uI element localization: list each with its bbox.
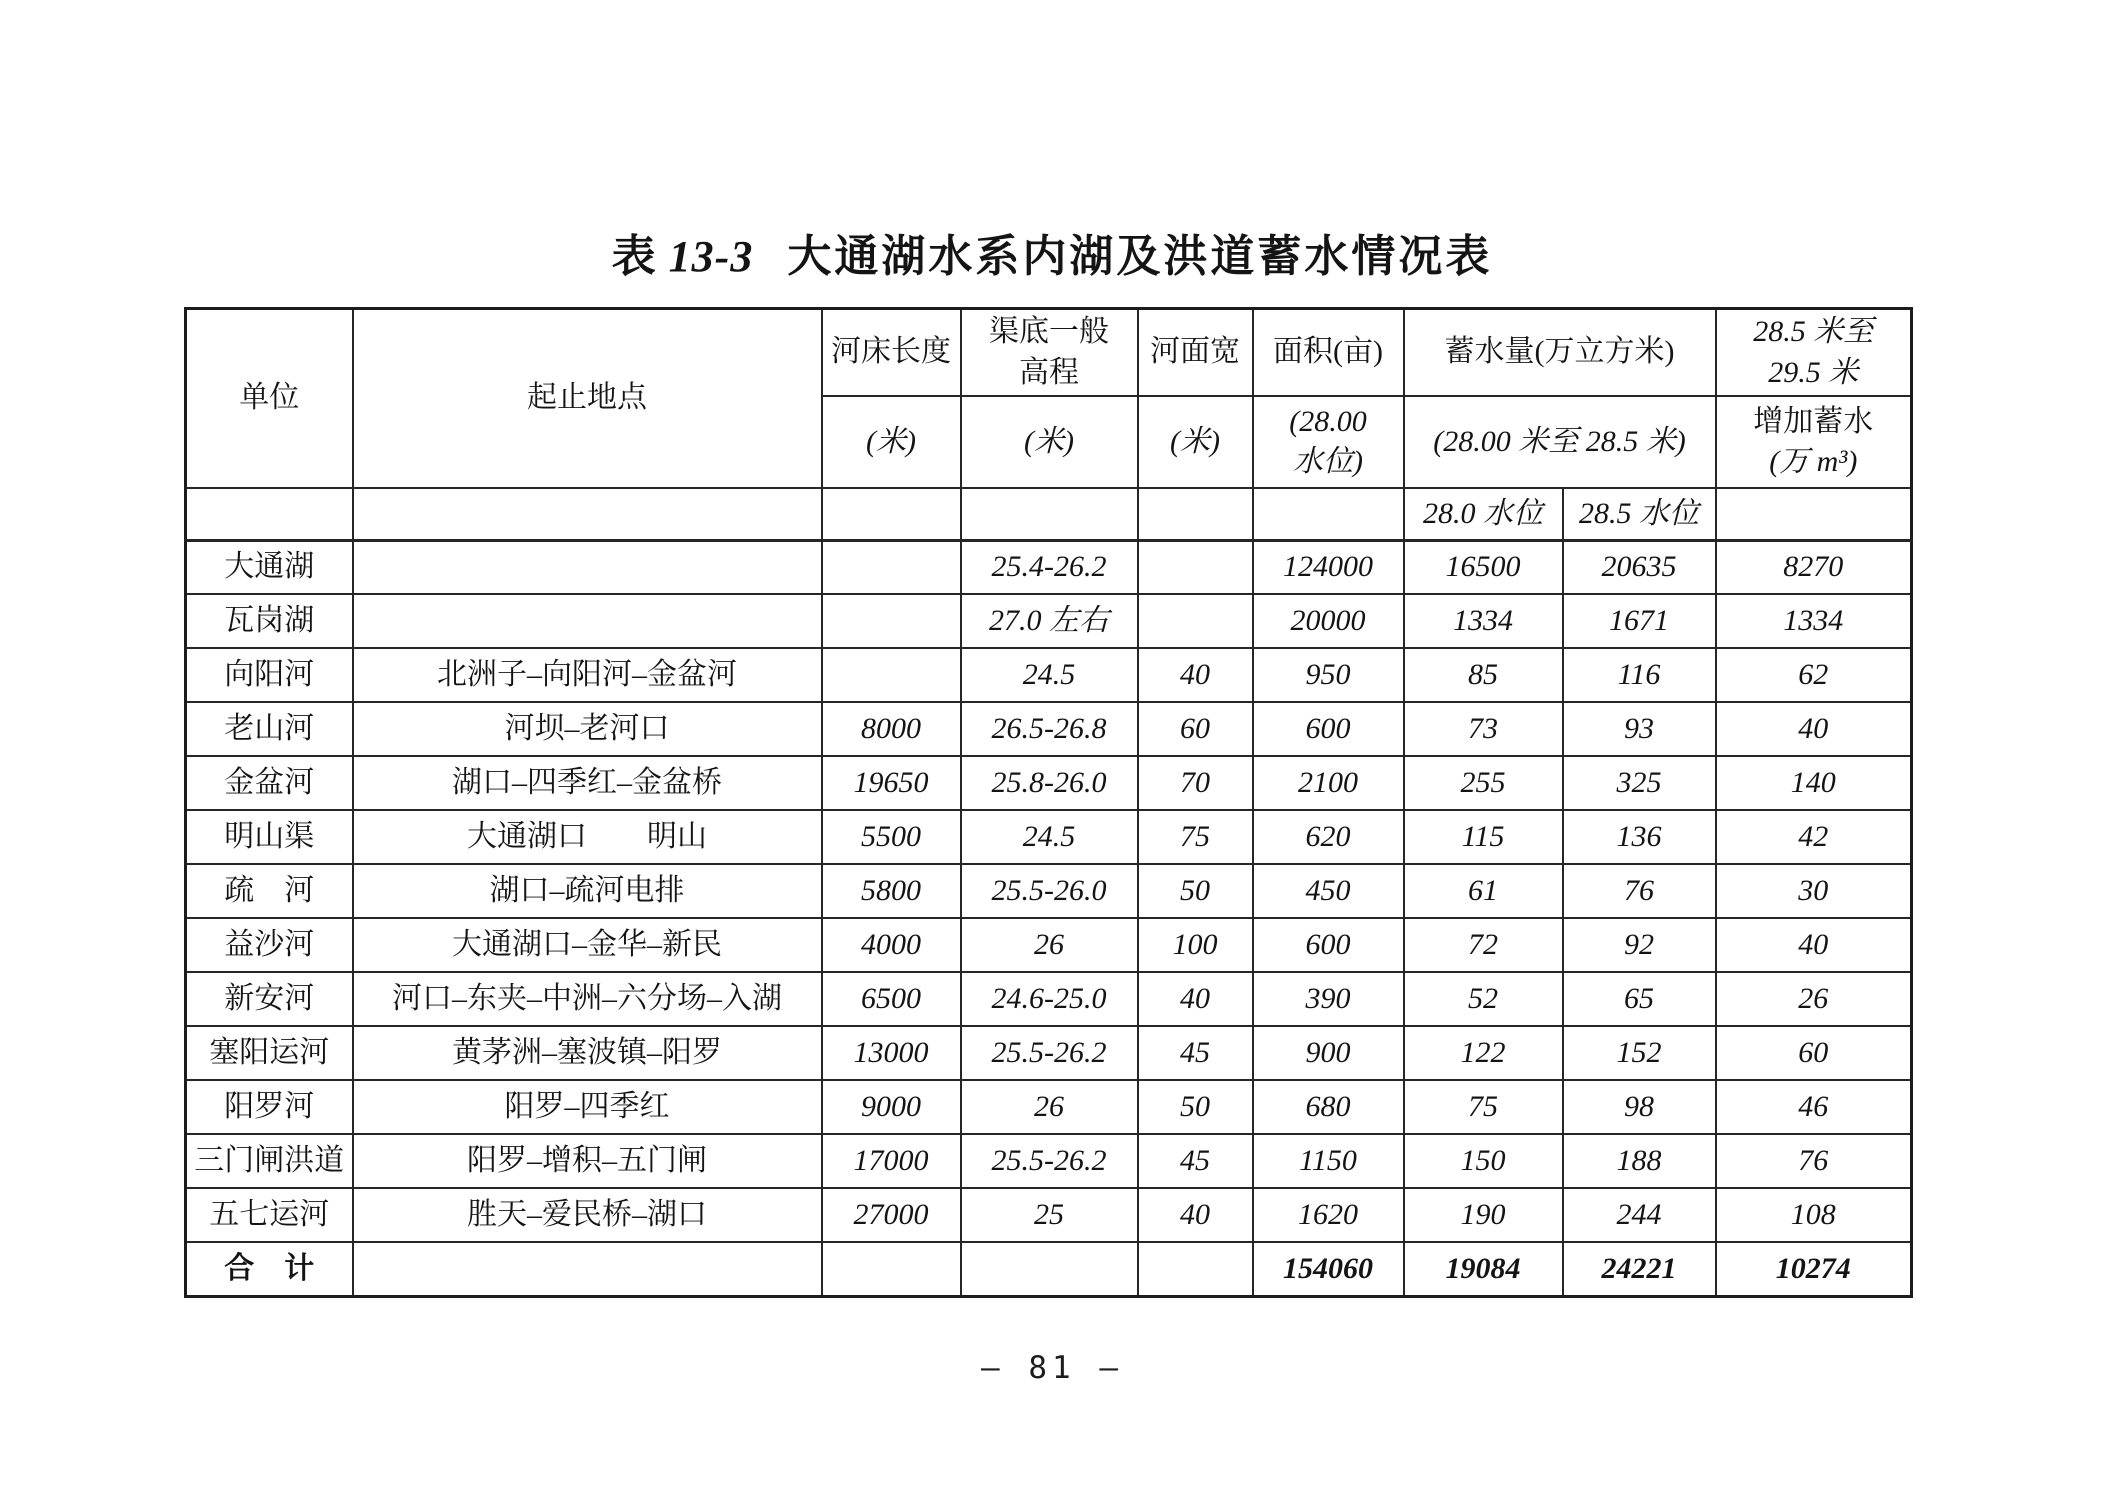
value-cell: 150: [1404, 1134, 1563, 1188]
row-label-cell: 益沙河: [186, 918, 353, 972]
row-label-cell: 明山渠: [186, 810, 353, 864]
value-cell: 900: [1253, 1026, 1404, 1080]
row-label-cell: 塞阳运河: [186, 1026, 353, 1080]
table-body: [186, 540, 1912, 1296]
table-title-number: 13-3: [668, 232, 754, 281]
col-subheader-increase-storage-line2: (万 m³): [1769, 445, 1858, 478]
value-cell: [961, 1242, 1138, 1296]
value-cell: 1334: [1716, 594, 1912, 648]
value-cell: 76: [1716, 1134, 1912, 1188]
value-cell: 98: [1563, 1080, 1716, 1134]
table-row: [186, 648, 1912, 702]
row-label-cell: 金盆河: [186, 756, 353, 810]
row-label-cell: 瓦岗湖: [186, 594, 353, 648]
value-cell: 40: [1138, 648, 1253, 702]
value-cell: 26: [1716, 972, 1912, 1026]
value-cell: 950: [1253, 648, 1404, 702]
value-cell: 40: [1716, 702, 1912, 756]
value-cell: 20635: [1563, 540, 1716, 594]
table-title: [0, 220, 2104, 284]
col-subheader-area-level-line1: (28.00: [1289, 404, 1367, 438]
value-cell: 190: [1404, 1188, 1563, 1242]
value-cell: 19084: [1404, 1242, 1563, 1296]
col-subheader-storage-range: (28.00 米至 28.5 米): [1404, 396, 1716, 488]
value-cell: 1671: [1563, 594, 1716, 648]
value-cell: [1138, 594, 1253, 648]
row-label-cell: 三门闸洪道: [186, 1134, 353, 1188]
col-unit-riverbed-length: (米): [822, 396, 961, 488]
col-header-riverbed-length: 河床长度: [822, 309, 961, 397]
value-cell: 73: [1404, 702, 1563, 756]
value-cell: 154060: [1253, 1242, 1404, 1296]
value-cell: 1620: [1253, 1188, 1404, 1242]
col-subheader-area-level: [1253, 396, 1404, 488]
value-cell: 255: [1404, 756, 1563, 810]
value-cell: 25: [961, 1188, 1138, 1242]
value-cell: 50: [1138, 1080, 1253, 1134]
table-row: [186, 1080, 1912, 1134]
col-header-river-width: 河面宽: [1138, 309, 1253, 397]
empty-cell: [1253, 488, 1404, 540]
location-cell: 胜天–爱民桥–湖口: [353, 1188, 822, 1242]
location-cell: 黄茅洲–塞波镇–阳罗: [353, 1026, 822, 1080]
location-cell: [353, 1242, 822, 1296]
location-cell: 北洲子–向阳河–金盆河: [353, 648, 822, 702]
value-cell: 244: [1563, 1188, 1716, 1242]
empty-cell: [353, 488, 822, 540]
table-row: [186, 1026, 1912, 1080]
value-cell: 17000: [822, 1134, 961, 1188]
table-row: [186, 1188, 1912, 1242]
value-cell: 140: [1716, 756, 1912, 810]
value-cell: 30: [1716, 864, 1912, 918]
page-number: – 81 –: [981, 1350, 1123, 1386]
table-row: [186, 1134, 1912, 1188]
col-header-increase-range-line1: 28.5 米至: [1753, 315, 1874, 348]
value-cell: 60: [1716, 1026, 1912, 1080]
value-cell: 152: [1563, 1026, 1716, 1080]
row-label-cell: 疏 河: [186, 864, 353, 918]
value-cell: 85: [1404, 648, 1563, 702]
value-cell: 116: [1563, 648, 1716, 702]
value-cell: 2100: [1253, 756, 1404, 810]
value-cell: 25.5-26.2: [961, 1026, 1138, 1080]
value-cell: 16500: [1404, 540, 1563, 594]
value-cell: 93: [1563, 702, 1716, 756]
value-cell: 115: [1404, 810, 1563, 864]
row-label-cell: 五七运河: [186, 1188, 353, 1242]
row-label-cell: 合 计: [186, 1242, 353, 1296]
value-cell: [822, 1242, 961, 1296]
col-subheader-level-28-5: 28.5 水位: [1563, 488, 1716, 540]
row-label-cell: 阳罗河: [186, 1080, 353, 1134]
value-cell: 108: [1716, 1188, 1912, 1242]
row-label-cell: 老山河: [186, 702, 353, 756]
location-cell: 阳罗–四季红: [353, 1080, 822, 1134]
location-cell: 大通湖口 明山: [353, 810, 822, 864]
value-cell: 25.5-26.2: [961, 1134, 1138, 1188]
value-cell: 1150: [1253, 1134, 1404, 1188]
table-row: [186, 918, 1912, 972]
total-row: [186, 1242, 1912, 1296]
value-cell: 124000: [1253, 540, 1404, 594]
value-cell: 27000: [822, 1188, 961, 1242]
value-cell: 26: [961, 1080, 1138, 1134]
value-cell: 325: [1563, 756, 1716, 810]
value-cell: 136: [1563, 810, 1716, 864]
table-row: [186, 810, 1912, 864]
value-cell: 52: [1404, 972, 1563, 1026]
location-cell: [353, 540, 822, 594]
value-cell: 40: [1716, 918, 1912, 972]
value-cell: 42: [1716, 810, 1912, 864]
value-cell: 600: [1253, 918, 1404, 972]
table-row: [186, 756, 1912, 810]
value-cell: 390: [1253, 972, 1404, 1026]
value-cell: 19650: [822, 756, 961, 810]
row-label-cell: 向阳河: [186, 648, 353, 702]
row-label-cell: 大通湖: [186, 540, 353, 594]
water-storage-table: [184, 307, 1913, 1298]
value-cell: 25.4-26.2: [961, 540, 1138, 594]
value-cell: 25.8-26.0: [961, 756, 1138, 810]
value-cell: 45: [1138, 1134, 1253, 1188]
table-row: [186, 972, 1912, 1026]
col-header-channel-bottom-line2: 高程: [1019, 355, 1079, 389]
value-cell: 70: [1138, 756, 1253, 810]
col-header-channel-bottom-line1: 渠底一般: [989, 315, 1109, 348]
value-cell: 26.5-26.8: [961, 702, 1138, 756]
value-cell: 61: [1404, 864, 1563, 918]
col-header-location: 起止地点: [353, 309, 822, 489]
table-title-text: 大通湖水系内湖及洪道蓄水情况表: [787, 232, 1493, 281]
value-cell: 122: [1404, 1026, 1563, 1080]
value-cell: [822, 540, 961, 594]
table-title-label: 表: [611, 232, 659, 281]
col-header-increase-range: [1716, 309, 1912, 397]
value-cell: 5800: [822, 864, 961, 918]
value-cell: [822, 648, 961, 702]
value-cell: 27.0 左右: [961, 594, 1138, 648]
table-row: [186, 864, 1912, 918]
value-cell: 10274: [1716, 1242, 1912, 1296]
row-label-cell: 新安河: [186, 972, 353, 1026]
header-row-1: [186, 309, 1912, 397]
col-subheader-level-28-0: 28.0 水位: [1404, 488, 1563, 540]
empty-cell: [1138, 488, 1253, 540]
value-cell: 24.5: [961, 648, 1138, 702]
value-cell: 24221: [1563, 1242, 1716, 1296]
col-unit-river-width: (米): [1138, 396, 1253, 488]
value-cell: 620: [1253, 810, 1404, 864]
table-row: [186, 540, 1912, 594]
value-cell: 24.6-25.0: [961, 972, 1138, 1026]
col-subheader-increase-storage: [1716, 396, 1912, 488]
location-cell: 河口–东夹–中洲–六分场–入湖: [353, 972, 822, 1026]
table-header: [186, 309, 1912, 541]
header-row-3: [186, 488, 1912, 540]
value-cell: 26: [961, 918, 1138, 972]
col-header-increase-range-line2: 29.5 米: [1768, 355, 1859, 389]
value-cell: 40: [1138, 1188, 1253, 1242]
location-cell: 大通湖口–金华–新民: [353, 918, 822, 972]
value-cell: [822, 594, 961, 648]
location-cell: 河坝–老河口: [353, 702, 822, 756]
empty-cell: [822, 488, 961, 540]
value-cell: 45: [1138, 1026, 1253, 1080]
table-row: [186, 702, 1912, 756]
empty-cell: [1716, 488, 1912, 540]
value-cell: 5500: [822, 810, 961, 864]
value-cell: 1334: [1404, 594, 1563, 648]
value-cell: 13000: [822, 1026, 961, 1080]
location-cell: 湖口–疏河电排: [353, 864, 822, 918]
table-row: [186, 594, 1912, 648]
value-cell: 65: [1563, 972, 1716, 1026]
value-cell: 46: [1716, 1080, 1912, 1134]
col-header-unit: 单位: [186, 309, 353, 489]
value-cell: 20000: [1253, 594, 1404, 648]
empty-cell: [961, 488, 1138, 540]
col-subheader-increase-storage-line1: 增加蓄水: [1753, 404, 1874, 438]
value-cell: 188: [1563, 1134, 1716, 1188]
value-cell: 6500: [822, 972, 961, 1026]
value-cell: 4000: [822, 918, 961, 972]
col-unit-channel-bottom: (米): [961, 396, 1138, 488]
location-cell: [353, 594, 822, 648]
col-header-channel-bottom: [961, 309, 1138, 397]
value-cell: 680: [1253, 1080, 1404, 1134]
col-header-area: 面积(亩): [1253, 309, 1404, 397]
value-cell: 92: [1563, 918, 1716, 972]
value-cell: 76: [1563, 864, 1716, 918]
col-header-storage: 蓄水量(万立方米): [1404, 309, 1716, 397]
value-cell: 72: [1404, 918, 1563, 972]
value-cell: [1138, 540, 1253, 594]
empty-cell: [186, 488, 353, 540]
value-cell: 8270: [1716, 540, 1912, 594]
location-cell: 湖口–四季红–金盆桥: [353, 756, 822, 810]
value-cell: 40: [1138, 972, 1253, 1026]
value-cell: [1138, 1242, 1253, 1296]
value-cell: 450: [1253, 864, 1404, 918]
value-cell: 600: [1253, 702, 1404, 756]
col-subheader-area-level-line2: 水位): [1293, 445, 1363, 478]
value-cell: 24.5: [961, 810, 1138, 864]
value-cell: 50: [1138, 864, 1253, 918]
location-cell: 阳罗–增积–五门闸: [353, 1134, 822, 1188]
value-cell: 100: [1138, 918, 1253, 972]
value-cell: 8000: [822, 702, 961, 756]
value-cell: 75: [1404, 1080, 1563, 1134]
value-cell: 75: [1138, 810, 1253, 864]
value-cell: 60: [1138, 702, 1253, 756]
value-cell: 25.5-26.0: [961, 864, 1138, 918]
value-cell: 62: [1716, 648, 1912, 702]
value-cell: 9000: [822, 1080, 961, 1134]
